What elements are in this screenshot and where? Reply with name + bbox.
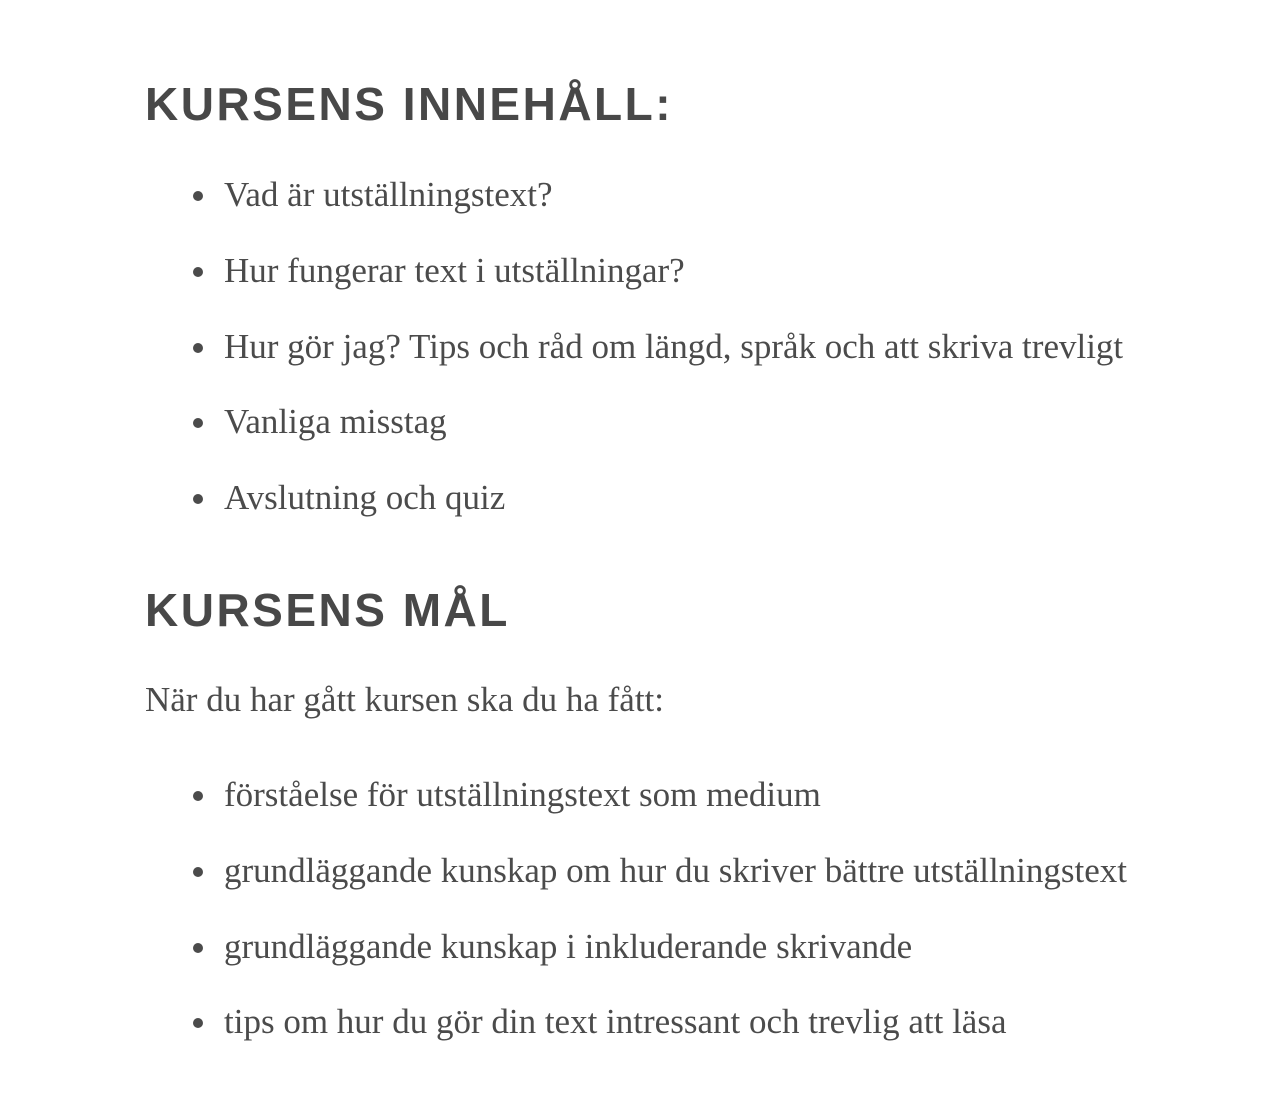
list-item-text: Vad är utställningstext?: [224, 175, 553, 214]
bullet-icon: [193, 191, 203, 201]
bullet-icon: [193, 418, 203, 428]
list-item-text: grundläggande kunskap i inkluderande skrivande: [224, 926, 913, 966]
bullet-icon: [193, 867, 203, 877]
bullet-icon: [193, 791, 203, 801]
list-item-text: förståelse för utställningstext som medium: [224, 775, 821, 814]
list-item-text: Avslutning och quiz: [224, 478, 506, 518]
list-item-text: tips om hur du gör din text intressant och trevlig att läsa: [224, 1002, 1007, 1042]
bullet-icon: [193, 943, 203, 953]
list-item-text: Vanliga misstag: [224, 402, 447, 442]
bullet-icon: [193, 267, 203, 277]
list-item-text: Hur gör jag? Tips och råd om längd, språk och att skriva trevligt: [224, 326, 1124, 366]
course-goals-intro: När du har gått kursen ska du ha fått:: [145, 680, 665, 719]
course-contents-heading: KURSENS INNEHÅLL:: [145, 78, 674, 130]
bullet-icon: [193, 494, 203, 504]
bullet-icon: [193, 343, 203, 353]
list-item-text: grundläggande kunskap om hur du skriver bättre utställningstext: [224, 850, 1128, 890]
course-goals-heading: KURSENS MÅL: [145, 584, 510, 636]
list-item-text: Hur fungerar text i utställningar?: [224, 250, 685, 290]
bullet-icon: [193, 1018, 203, 1028]
